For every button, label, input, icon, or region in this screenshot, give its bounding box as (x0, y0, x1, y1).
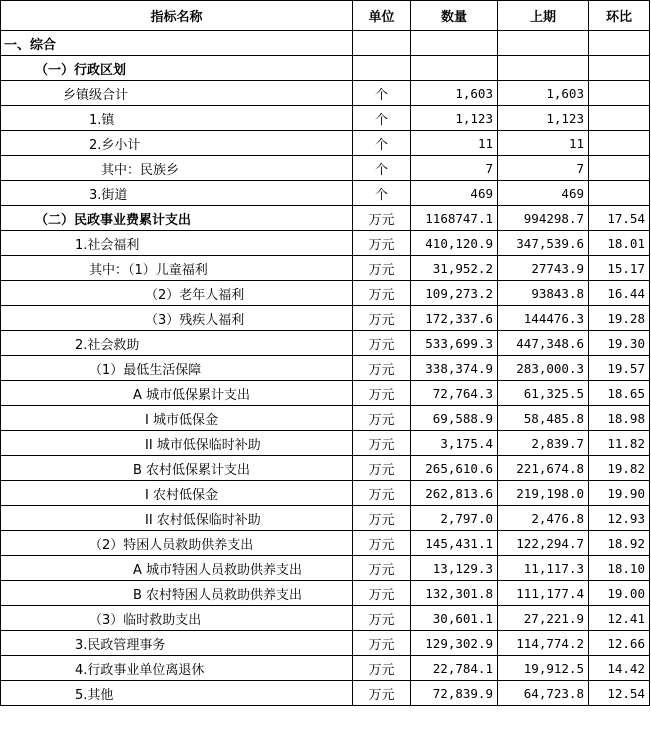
cell-unit[interactable]: 万元 (353, 281, 411, 306)
cell-name[interactable]: 5.其他 (1, 681, 353, 706)
header-previous-period[interactable]: 上期 (498, 1, 589, 31)
cell-previous[interactable]: 221,674.8 (498, 456, 589, 481)
cell-quantity[interactable]: 533,699.3 (411, 331, 498, 356)
cell-ratio[interactable]: 18.92 (589, 531, 650, 556)
cell-unit[interactable]: 万元 (353, 656, 411, 681)
cell-unit[interactable]: 万元 (353, 431, 411, 456)
cell-name[interactable]: 乡镇级合计 (1, 81, 353, 106)
cell-name[interactable]: （2）老年人福利 (1, 281, 353, 306)
cell-name[interactable]: 1.社会福利 (1, 231, 353, 256)
cell-previous[interactable] (498, 31, 589, 56)
cell-quantity[interactable]: 30,601.1 (411, 606, 498, 631)
cell-ratio[interactable]: 19.82 (589, 456, 650, 481)
cell-quantity[interactable]: 31,952.2 (411, 256, 498, 281)
cell-previous[interactable]: 27,221.9 (498, 606, 589, 631)
cell-name[interactable]: （3）残疾人福利 (1, 306, 353, 331)
header-indicator-name[interactable]: 指标名称 (1, 1, 353, 31)
cell-unit[interactable]: 万元 (353, 631, 411, 656)
cell-previous[interactable]: 2,476.8 (498, 506, 589, 531)
cell-quantity[interactable]: 338,374.9 (411, 356, 498, 381)
cell-ratio[interactable] (589, 156, 650, 181)
table-row (1, 231, 650, 256)
cell-unit[interactable]: 万元 (353, 381, 411, 406)
table-row (1, 581, 650, 606)
table-row (1, 481, 650, 506)
cell-previous[interactable]: 994298.7 (498, 206, 589, 231)
cell-ratio[interactable]: 11.82 (589, 431, 650, 456)
cell-previous[interactable]: 19,912.5 (498, 656, 589, 681)
cell-unit[interactable]: 万元 (353, 206, 411, 231)
cell-ratio[interactable]: 19.28 (589, 306, 650, 331)
cell-unit[interactable]: 万元 (353, 456, 411, 481)
cell-ratio[interactable]: 18.98 (589, 406, 650, 431)
cell-quantity[interactable]: 11 (411, 131, 498, 156)
cell-unit[interactable]: 万元 (353, 581, 411, 606)
cell-ratio[interactable]: 14.42 (589, 656, 650, 681)
cell-name[interactable]: 其中：民族乡 (1, 156, 353, 181)
table-row (1, 406, 650, 431)
cell-quantity[interactable]: 1168747.1 (411, 206, 498, 231)
cell-quantity[interactable]: 172,337.6 (411, 306, 498, 331)
cell-name[interactable]: 3.街道 (1, 181, 353, 206)
cell-quantity[interactable] (411, 56, 498, 81)
cell-name[interactable]: II 城市低保临时补助 (1, 431, 353, 456)
cell-previous[interactable]: 11 (498, 131, 589, 156)
table-row (1, 106, 650, 131)
table-row (1, 56, 650, 81)
cell-name[interactable]: （2）特困人员救助供养支出 (1, 531, 353, 556)
table-row (1, 281, 650, 306)
cell-name[interactable]: （二）民政事业费累计支出 (1, 206, 353, 231)
table-row (1, 381, 650, 406)
table-row (1, 181, 650, 206)
cell-unit[interactable]: 万元 (353, 681, 411, 706)
header-quantity[interactable]: 数量 (411, 1, 498, 31)
cell-ratio[interactable]: 15.17 (589, 256, 650, 281)
table-row (1, 156, 650, 181)
cell-ratio[interactable] (589, 56, 650, 81)
cell-unit[interactable]: 万元 (353, 406, 411, 431)
cell-previous[interactable]: 144476.3 (498, 306, 589, 331)
table-row (1, 656, 650, 681)
cell-name[interactable]: （一）行政区划 (1, 56, 353, 81)
cell-previous[interactable]: 347,539.6 (498, 231, 589, 256)
cell-name[interactable]: A 城市特困人员救助供养支出 (1, 556, 353, 581)
cell-unit[interactable]: 万元 (353, 356, 411, 381)
cell-unit[interactable]: 万元 (353, 556, 411, 581)
cell-name[interactable]: I 城市低保金 (1, 406, 353, 431)
header-unit[interactable]: 单位 (353, 1, 411, 31)
cell-previous[interactable]: 2,839.7 (498, 431, 589, 456)
cell-quantity[interactable] (411, 31, 498, 56)
table-row (1, 531, 650, 556)
cell-unit[interactable]: 万元 (353, 331, 411, 356)
cell-ratio[interactable] (589, 31, 650, 56)
table-row (1, 556, 650, 581)
cell-ratio[interactable]: 12.41 (589, 606, 650, 631)
cell-quantity[interactable]: 132,301.8 (411, 581, 498, 606)
cell-ratio[interactable] (589, 106, 650, 131)
cell-ratio[interactable]: 19.57 (589, 356, 650, 381)
cell-unit[interactable]: 万元 (353, 231, 411, 256)
cell-unit[interactable]: 万元 (353, 506, 411, 531)
table-row (1, 256, 650, 281)
cell-unit[interactable]: 万元 (353, 481, 411, 506)
table-row (1, 31, 650, 56)
table-row (1, 306, 650, 331)
cell-name[interactable]: （1）最低生活保障 (1, 356, 353, 381)
cell-quantity[interactable]: 3,175.4 (411, 431, 498, 456)
cell-previous[interactable]: 58,485.8 (498, 406, 589, 431)
cell-ratio[interactable] (589, 81, 650, 106)
cell-ratio[interactable]: 18.65 (589, 381, 650, 406)
table-row (1, 431, 650, 456)
table-row (1, 506, 650, 531)
cell-ratio[interactable]: 17.54 (589, 206, 650, 231)
cell-quantity[interactable]: 22,784.1 (411, 656, 498, 681)
cell-ratio[interactable]: 19.30 (589, 331, 650, 356)
cell-name[interactable]: 1.镇 (1, 106, 353, 131)
cell-quantity[interactable]: 262,813.6 (411, 481, 498, 506)
cell-previous[interactable]: 114,774.2 (498, 631, 589, 656)
cell-ratio[interactable] (589, 131, 650, 156)
cell-name[interactable]: 一、综合 (1, 31, 353, 56)
cell-previous[interactable]: 111,177.4 (498, 581, 589, 606)
cell-quantity[interactable]: 1,603 (411, 81, 498, 106)
table-row (1, 631, 650, 656)
cell-quantity[interactable]: 72,764.3 (411, 381, 498, 406)
cell-previous[interactable]: 1,603 (498, 81, 589, 106)
cell-ratio[interactable]: 12.66 (589, 631, 650, 656)
cell-quantity[interactable]: 72,839.9 (411, 681, 498, 706)
cell-previous[interactable]: 447,348.6 (498, 331, 589, 356)
cell-ratio[interactable]: 12.54 (589, 681, 650, 706)
header-row (1, 1, 650, 31)
table-row (1, 456, 650, 481)
table-row (1, 131, 650, 156)
table-body (1, 31, 650, 706)
cell-ratio[interactable]: 18.10 (589, 556, 650, 581)
cell-name[interactable]: 4.行政事业单位离退休 (1, 656, 353, 681)
table-row (1, 606, 650, 631)
cell-quantity[interactable]: 265,610.6 (411, 456, 498, 481)
cell-name[interactable]: 其中：（1）儿童福利 (1, 256, 353, 281)
cell-previous[interactable]: 1,123 (498, 106, 589, 131)
cell-unit[interactable]: 万元 (353, 606, 411, 631)
cell-unit[interactable]: 个 (353, 156, 411, 181)
cell-previous[interactable]: 469 (498, 181, 589, 206)
table-row (1, 356, 650, 381)
table-row (1, 81, 650, 106)
cell-quantity[interactable]: 2,797.0 (411, 506, 498, 531)
cell-ratio[interactable] (589, 181, 650, 206)
cell-previous[interactable]: 93843.8 (498, 281, 589, 306)
cell-ratio[interactable]: 19.00 (589, 581, 650, 606)
cell-ratio[interactable]: 18.01 (589, 231, 650, 256)
cell-name[interactable]: I 农村低保金 (1, 481, 353, 506)
header-ratio[interactable]: 环比 (589, 1, 650, 31)
cell-previous[interactable]: 61,325.5 (498, 381, 589, 406)
cell-quantity[interactable]: 129,302.9 (411, 631, 498, 656)
cell-name[interactable]: A 城市低保累计支出 (1, 381, 353, 406)
cell-unit[interactable]: 个 (353, 181, 411, 206)
table-row (1, 681, 650, 706)
cell-name[interactable]: B 农村低保累计支出 (1, 456, 353, 481)
table-row (1, 206, 650, 231)
cell-unit[interactable]: 个 (353, 131, 411, 156)
cell-ratio[interactable]: 16.44 (589, 281, 650, 306)
cell-unit[interactable]: 个 (353, 106, 411, 131)
cell-quantity[interactable]: 410,120.9 (411, 231, 498, 256)
cell-previous[interactable]: 283,000.3 (498, 356, 589, 381)
cell-quantity[interactable]: 1,123 (411, 106, 498, 131)
cell-unit[interactable]: 万元 (353, 531, 411, 556)
cell-ratio[interactable]: 12.93 (589, 506, 650, 531)
cell-unit[interactable]: 个 (353, 81, 411, 106)
cell-name[interactable]: B 农村特困人员救助供养支出 (1, 581, 353, 606)
cell-previous[interactable]: 11,117.3 (498, 556, 589, 581)
table-row (1, 331, 650, 356)
cell-previous[interactable]: 64,723.8 (498, 681, 589, 706)
cell-unit[interactable] (353, 56, 411, 81)
cell-quantity[interactable]: 145,431.1 (411, 531, 498, 556)
cell-quantity[interactable]: 109,273.2 (411, 281, 498, 306)
cell-previous[interactable]: 7 (498, 156, 589, 181)
cell-previous[interactable] (498, 56, 589, 81)
cell-name[interactable]: II 农村低保临时补助 (1, 506, 353, 531)
cell-previous[interactable]: 219,198.0 (498, 481, 589, 506)
cell-quantity[interactable]: 69,588.9 (411, 406, 498, 431)
cell-unit[interactable] (353, 31, 411, 56)
cell-quantity[interactable]: 13,129.3 (411, 556, 498, 581)
cell-name[interactable]: 2.乡小计 (1, 131, 353, 156)
cell-unit[interactable]: 万元 (353, 256, 411, 281)
cell-name[interactable]: （3）临时救助支出 (1, 606, 353, 631)
table-header (1, 1, 650, 31)
cell-previous[interactable]: 27743.9 (498, 256, 589, 281)
cell-name[interactable]: 3.民政管理事务 (1, 631, 353, 656)
cell-previous[interactable]: 122,294.7 (498, 531, 589, 556)
cell-name[interactable]: 2.社会救助 (1, 331, 353, 356)
cell-unit[interactable]: 万元 (353, 306, 411, 331)
cell-quantity[interactable]: 7 (411, 156, 498, 181)
cell-quantity[interactable]: 469 (411, 181, 498, 206)
cell-ratio[interactable]: 19.90 (589, 481, 650, 506)
